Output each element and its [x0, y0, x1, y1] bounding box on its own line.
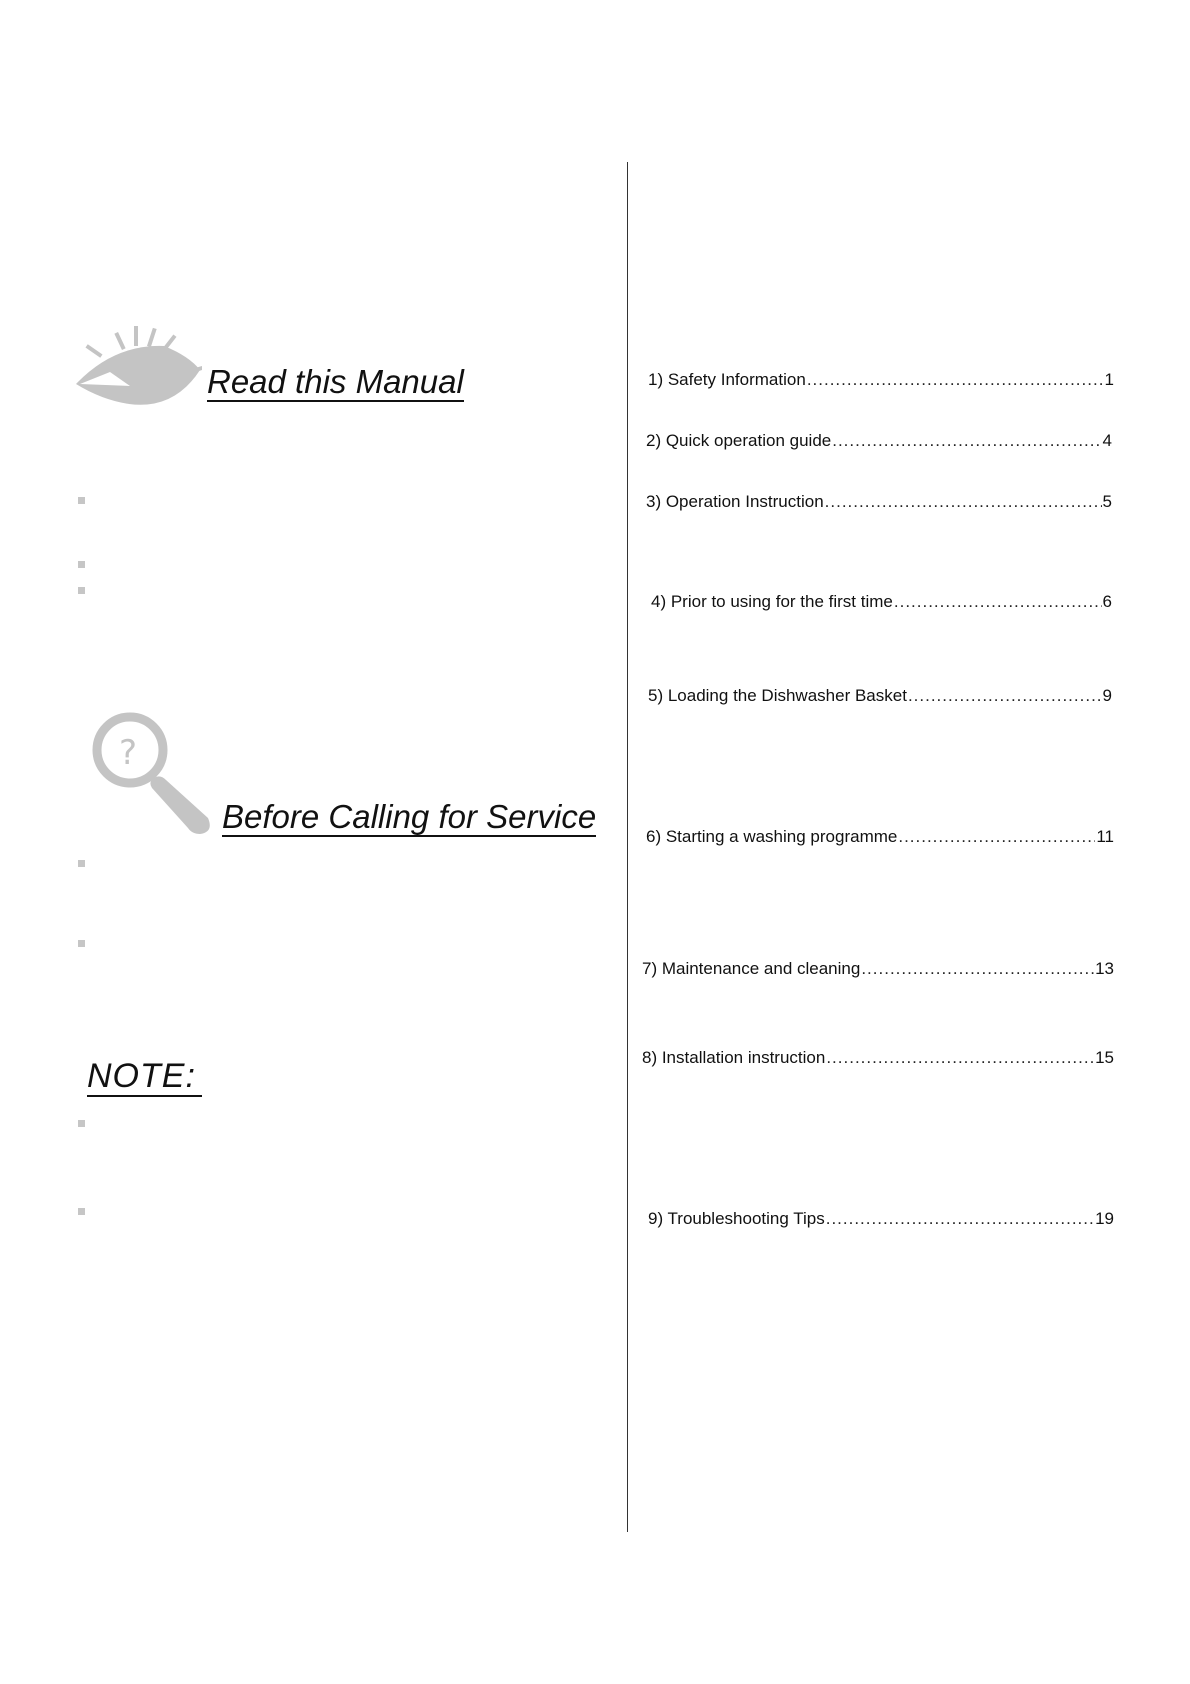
toc-item-starting-programme[interactable] — [646, 827, 1114, 847]
toc-item-quick-guide[interactable] — [646, 431, 1112, 451]
toc-leader — [832, 431, 1101, 451]
toc-label: 1) Safety Information — [648, 370, 806, 389]
toc-page-number: 4 — [1102, 431, 1112, 450]
bullet — [78, 1120, 85, 1127]
toc-leader — [826, 1209, 1094, 1229]
toc-page-number: 1 — [1104, 370, 1114, 389]
bullet — [78, 940, 85, 947]
bullet — [78, 587, 85, 594]
bullet — [78, 860, 85, 867]
magnifier-question-icon — [90, 708, 212, 836]
toc-leader — [861, 959, 1094, 979]
toc-page-number: 19 — [1095, 1209, 1114, 1228]
svg-text:?: ? — [119, 733, 138, 773]
toc-page-number: 6 — [1102, 592, 1112, 611]
toc-leader — [826, 1048, 1094, 1068]
column-divider — [627, 162, 628, 1532]
toc-item-prior-first-use[interactable] — [651, 592, 1112, 612]
toc-label: 2) Quick operation guide — [646, 431, 832, 450]
toc-item-maintenance[interactable] — [642, 959, 1114, 979]
toc-leader — [908, 686, 1102, 706]
toc-label: 4) Prior to using for the first time — [651, 592, 893, 611]
toc-leader — [898, 827, 1095, 847]
toc-page-number: 5 — [1102, 492, 1112, 511]
note-heading: NOTE: — [87, 1058, 202, 1097]
toc-item-operation[interactable] — [646, 492, 1112, 512]
bullet — [78, 1208, 85, 1215]
before-service-heading: Before Calling for Service — [222, 799, 596, 837]
toc-label: 7) Maintenance and cleaning — [642, 959, 861, 978]
toc-item-troubleshooting[interactable] — [648, 1209, 1114, 1229]
toc-label: 5) Loading the Dishwasher Basket — [648, 686, 907, 705]
toc-label: 9) Troubleshooting Tips — [648, 1209, 825, 1228]
toc-leader — [825, 492, 1102, 512]
bullet — [78, 561, 85, 568]
toc-item-installation[interactable] — [642, 1048, 1114, 1068]
toc-page-number: 13 — [1095, 959, 1114, 978]
bullet — [78, 497, 85, 504]
toc-item-safety[interactable] — [648, 370, 1114, 390]
eye-icon — [74, 326, 204, 406]
read-manual-heading: Read this Manual — [207, 364, 464, 402]
toc-leader — [894, 592, 1102, 612]
toc-page-number: 9 — [1102, 686, 1112, 705]
toc-label: 8) Installation instruction — [642, 1048, 826, 1067]
toc-item-loading-basket[interactable] — [648, 686, 1112, 706]
toc-leader — [807, 370, 1104, 390]
toc-label: 6) Starting a washing programme — [646, 827, 898, 846]
toc-page-number: 15 — [1095, 1048, 1114, 1067]
toc-label: 3) Operation Instruction — [646, 492, 824, 511]
toc-page-number: 11 — [1096, 827, 1114, 846]
